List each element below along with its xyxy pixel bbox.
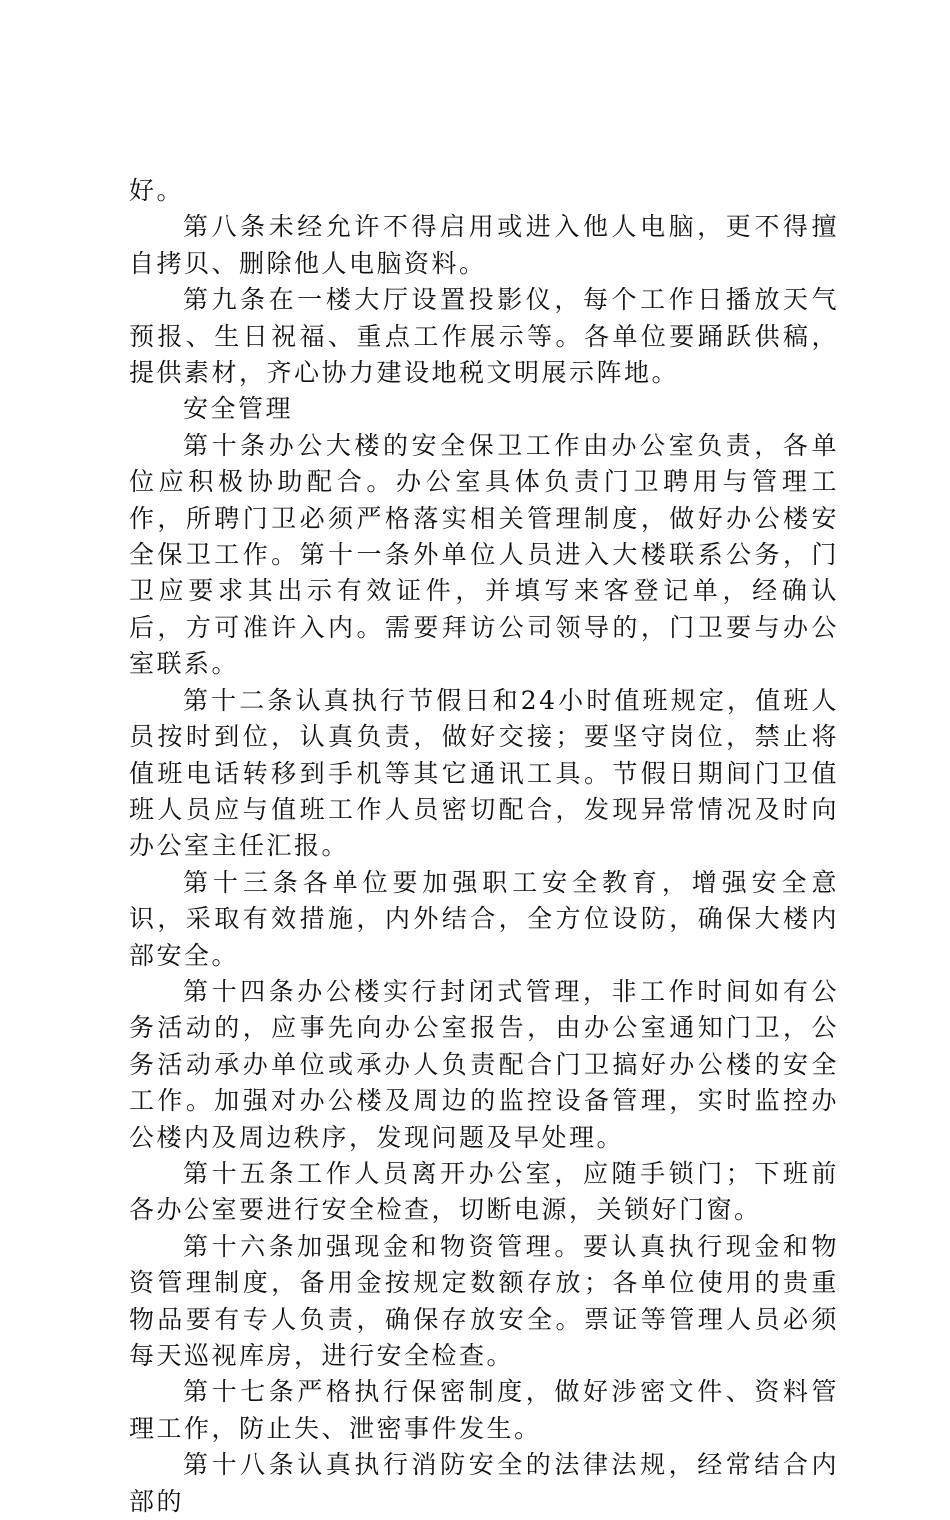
article-9-paragraph: 第九条在一楼大厅设置投影仪，每个工作日播放天气预报、生日祝福、重点工作展示等。各单位要踊跃供稿，提供素材，齐心协力建设地税文明展示阵地。 — [129, 285, 839, 388]
article-17-paragraph: 第十七条严格执行保密制度，做好涉密文件、资料管理工作，防止失、泄密事件发生。 — [129, 1377, 839, 1443]
article-13-paragraph: 第十三条各单位要加强职工安全教育，增强安全意识，采取有效措施，内外结合，全方位设防，确保大楼内部安全。 — [129, 867, 839, 970]
document-body — [129, 173, 839, 1520]
article-18-paragraph: 第十八条认真执行消防安全的法律法规，经常结合内部的 — [129, 1450, 839, 1516]
section-heading-security: 安全管理 — [183, 394, 294, 424]
article-16-paragraph: 第十六条加强现金和物资管理。要认真执行现金和物资管理制度，备用金按规定数额存放；各单位使用的贵重物品要有专人负责，确保存放安全。票证等管理人员必须每天巡视库房，进行安全检查。 — [129, 1231, 839, 1370]
article-15-paragraph: 第十五条工作人员离开办公室，应随手锁门；下班前各办公室要进行安全检查，切断电源，关锁好门窗。 — [129, 1158, 839, 1225]
article-10-paragraph: 第十条办公大楼的安全保卫工作由办公室负责，各单位应积极协助配合。办公室具体负责门卫聘用与管理工作，所聘门卫必须严格落实相关管理制度，做好办公楼安全保卫工作。第十一条外单位人员进入大楼联系公务，门卫应要求其出示有效证件，并填写来客登记单，经确认后，方可准许入内。需要拜访公司领导的，门卫要与办公室联系。 — [129, 430, 839, 679]
paragraph-continuation: 好。 — [129, 176, 185, 205]
article-14-paragraph: 第十四条办公楼实行封闭式管理，非工作时间如有公务活动的，应事先向办公室报告，由办公室通知门卫，公务活动承办单位或承办人负责配合门卫搞好办公楼的安全工作。加强对办公楼及周边的监控设备管理，实时监控办公楼内及周边秩序，发现问题及早处理。 — [129, 976, 839, 1152]
article-8-paragraph: 第八条未经允许不得启用或进入他人电脑，更不得擅自拷贝、删除他人电脑资料。 — [129, 212, 839, 278]
article-12-paragraph: 第十二条认真执行节假日和24小时值班规定，值班人员按时到位，认真负责，做好交接；要坚守岗位，禁止将值班电话转移到手机等其它通讯工具。节假日期间门卫值班人员应与值班工作人员密切配合，发现异常情况及时向办公室主任汇报。 — [129, 685, 839, 861]
